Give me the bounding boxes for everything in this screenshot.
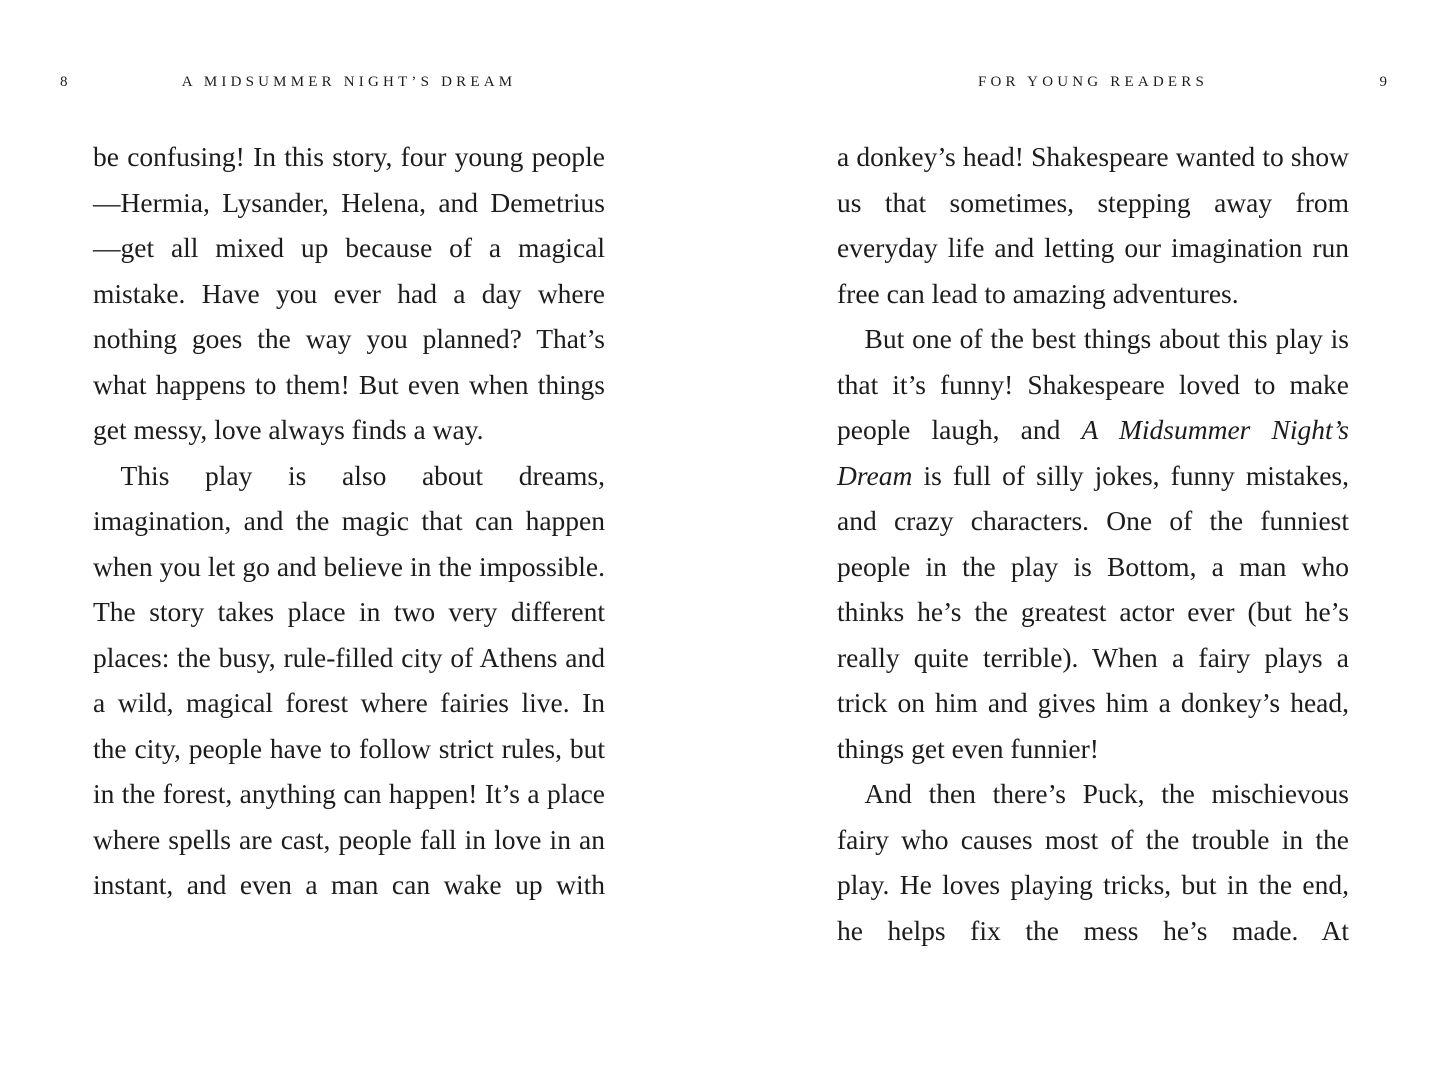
body-paragraph [837,316,1349,771]
page-left [0,0,722,1068]
body-paragraph [93,134,605,453]
text-run: This play is also about dreams, imagination, and the magic that can happen when you let go and believe in the impossible. The story takes place in two very different places: the busy, rule-filled city of Athens and a wild, magical forest where fairies live. In the city, people have to follow strict rules, but in the forest, anything can happen! It’s a place where spells are cast, people fall in love in an instant, and even a man can wake up with [93,459,605,900]
page-right [722,0,1445,1068]
text-run: is full of silly jokes, funny mistakes, and crazy characters. One of the funniest people in the play is Bottom, a man who thinks he’s the greatest actor ever (but he’s really quite terrible). When a fairy plays a trick on him and gives him a donkey’s head, things get even funnier! [837,459,1349,764]
page-number-left: 8 [60,74,68,90]
body-paragraph [837,134,1349,316]
text-run: be confusing! In this story, four young people—Hermia, Lysander, Helena, and Demetrius—get all mixed up because of a magical mistake. Have you ever had a day where nothing goes the way you planned? That’s what happens to them! But even when things get messy, love always finds a way. [93,141,605,445]
text-run: But one of the best things about this play is that it’s funny! Shakespeare loved to make people laugh, and [837,323,1349,445]
page-body-left [93,134,605,908]
page-body-right [837,134,1349,953]
text-run: a donkey’s head! Shakespeare wanted to show us that sometimes, stepping away from everyday life and letting our imagination run free can lead to amazing adventures. [837,141,1349,309]
text-run: And then there’s Puck, the mischievous fairy who causes most of the trouble in the play. He loves playing tricks, but in the end, he helps fix the mess he’s made. At [837,778,1349,946]
page-number-right: 9 [1379,74,1387,90]
running-header-left: A MIDSUMMER NIGHT’S DREAM [181,74,517,90]
running-header-right: FOR YOUNG READERS [977,74,1209,90]
italic-title-run: A Midsummer Night’s Dream [837,414,1349,491]
body-paragraph [93,453,605,908]
body-paragraph [837,771,1349,953]
